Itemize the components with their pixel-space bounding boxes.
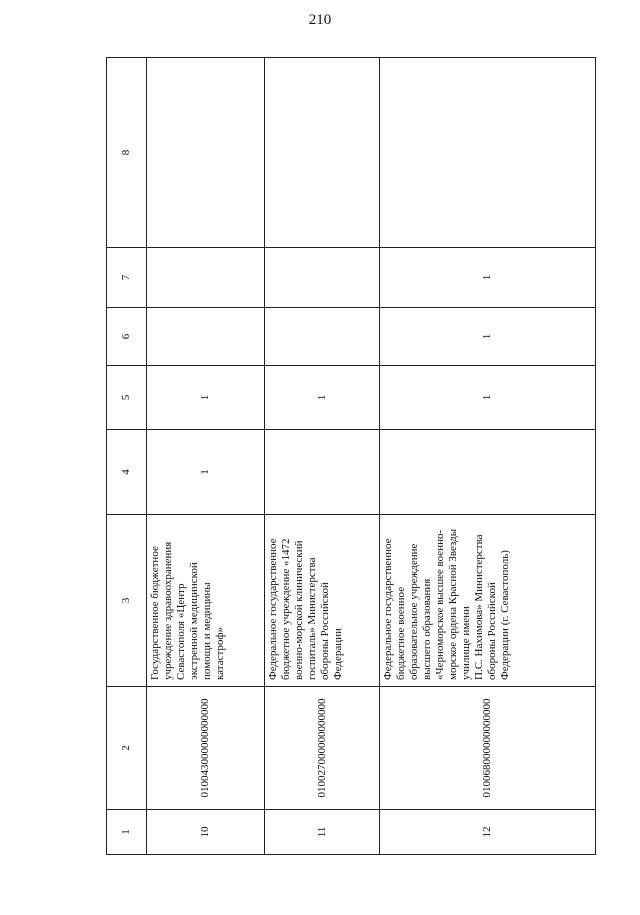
row-col-5: 1 bbox=[147, 366, 265, 430]
org-line: обороны Российской bbox=[486, 582, 498, 680]
page-number: 210 bbox=[308, 12, 332, 28]
org-line: бюджетное военное bbox=[395, 586, 407, 680]
org-line: Государственное бюджетное bbox=[149, 546, 161, 680]
row-col-5: 1 bbox=[380, 366, 596, 430]
rotated-table-container bbox=[106, 58, 595, 855]
header-cell-4: 4 bbox=[107, 430, 147, 515]
row-col-5: 1 bbox=[265, 366, 380, 430]
header-cell-6: 6 bbox=[107, 308, 147, 366]
org-line: помощи и медицины bbox=[201, 582, 213, 680]
row-col-7 bbox=[265, 248, 380, 308]
row-col-4 bbox=[380, 430, 596, 515]
org-line: Федерации bbox=[332, 628, 344, 680]
row-number: 11 bbox=[265, 810, 380, 855]
row-organization bbox=[147, 515, 265, 687]
header-cell-5: 5 bbox=[107, 366, 147, 430]
row-col-7: 1 bbox=[380, 248, 596, 308]
row-code: 010027000000000000 bbox=[265, 687, 380, 810]
header-cell-8: 8 bbox=[107, 58, 147, 248]
table-row bbox=[147, 58, 265, 855]
header-row bbox=[107, 58, 147, 855]
org-line: «Черноморское высшее военно- bbox=[434, 529, 446, 680]
header-cell-7: 7 bbox=[107, 248, 147, 308]
row-code: 010043000000000000 bbox=[147, 687, 265, 810]
org-line: катастроф» bbox=[214, 626, 226, 680]
org-line: высшего образования bbox=[421, 578, 433, 680]
org-line: училище имени bbox=[460, 606, 472, 680]
row-col-4: 1 bbox=[147, 430, 265, 515]
org-line: морское ордена Красной Звезды bbox=[447, 528, 459, 680]
header-cell-3: 3 bbox=[107, 515, 147, 687]
row-number: 12 bbox=[380, 810, 596, 855]
header-cell-1: 1 bbox=[107, 810, 147, 855]
row-col-6: 1 bbox=[380, 308, 596, 366]
row-col-6 bbox=[147, 308, 265, 366]
table-row bbox=[380, 58, 596, 855]
org-line: Федеральное государственное bbox=[267, 538, 279, 680]
org-line: бюджетное учреждение «1472 bbox=[280, 538, 292, 680]
org-line: обороны Российской bbox=[319, 582, 331, 680]
row-col-8 bbox=[265, 58, 380, 248]
org-line: Федерации (г. Севастополь) bbox=[499, 550, 511, 680]
row-organization bbox=[265, 515, 380, 687]
org-line: Севастополя «Центр bbox=[175, 583, 187, 680]
row-organization bbox=[380, 515, 596, 687]
row-code: 010068000000000000 bbox=[380, 687, 596, 810]
row-col-8 bbox=[147, 58, 265, 248]
row-col-8 bbox=[380, 58, 596, 248]
org-line: образовательное учреждение bbox=[408, 543, 420, 680]
row-col-7 bbox=[147, 248, 265, 308]
row-col-4 bbox=[265, 430, 380, 515]
org-line: госпиталь» Министерства bbox=[306, 557, 318, 680]
org-line: экстренной медицинской bbox=[188, 562, 200, 680]
org-line: военно-морской клинический bbox=[293, 540, 305, 680]
row-number: 10 bbox=[147, 810, 265, 855]
data-table bbox=[106, 57, 596, 855]
header-cell-2: 2 bbox=[107, 687, 147, 810]
org-line: Федеральное государственное bbox=[382, 538, 394, 680]
org-line: учреждение здравоохранения bbox=[162, 541, 174, 680]
table-row bbox=[265, 58, 380, 855]
org-line: П.С. Нахимова» Министерства bbox=[473, 534, 485, 680]
row-col-6 bbox=[265, 308, 380, 366]
